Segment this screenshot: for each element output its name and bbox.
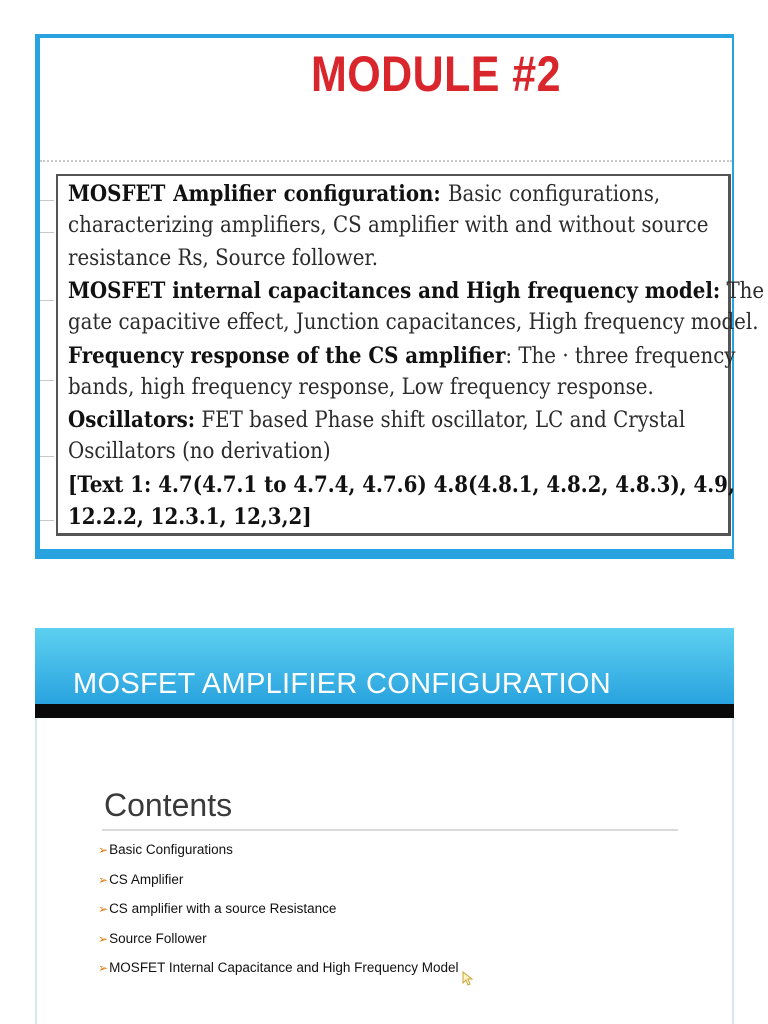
syllabus-box (56, 174, 765, 536)
syllabus-bold-text: 12.2.2, 12.3.1, 12,3,2] (68, 504, 312, 530)
syllabus-bold-text: Frequency response of the CS amplifier (68, 342, 506, 369)
syllabus-bold-text: [Text 1: 4.7(4.7.1 to 4.7.4, 4.7.6) 4.8(4.8.1, 4.8.2, 4.8.3), 4.9, (68, 471, 735, 498)
side-tick (40, 520, 54, 521)
syllabus-line (68, 340, 736, 373)
syllabus-line (68, 275, 765, 308)
syllabus-bold-text: MOSFET Amplifier configuration: (68, 181, 441, 207)
syllabus-text: characterizing amplifiers, CS amplifier with and without source (68, 213, 709, 239)
contents-heading: Contents (104, 787, 233, 823)
mouse-pointer-icon (462, 971, 474, 987)
module-slide (35, 34, 765, 559)
syllabus-line (68, 307, 759, 339)
syllabus-line (68, 178, 660, 211)
syllabus-line (68, 469, 735, 501)
arrow-bullet-icon: ➢ (98, 961, 109, 975)
slide-header (35, 628, 734, 704)
contents-item-label: CS amplifier with a source Resistance (109, 901, 337, 916)
arrow-bullet-icon: ➢ (98, 902, 109, 916)
syllabus-text: : The · three frequency (505, 343, 736, 369)
dotted-divider (40, 160, 732, 162)
contents-list-item (98, 841, 233, 859)
side-tick (40, 456, 54, 457)
syllabus-line (68, 501, 660, 533)
syllabus-bold-text: Oscillators: (68, 407, 196, 434)
contents-item-label: MOSFET Internal Capacitance and High Frequency Model (109, 960, 459, 975)
syllabus-text: FET based Phase shift oscillator, LC and Crystal (195, 408, 686, 434)
side-tick (40, 232, 54, 233)
syllabus-bold-text: MOSFET internal capacitances and High frequency model: (68, 277, 721, 304)
syllabus-text: Basic configurations, (440, 182, 661, 207)
syllabus-text: resistance Rs, Source follower. (68, 245, 378, 271)
side-tick (40, 380, 54, 381)
contents-list-item (98, 871, 183, 889)
contents-item-label: Source Follower (109, 930, 207, 946)
syllabus-text: The (720, 278, 765, 304)
contents-list-item (98, 900, 336, 918)
header-black-bar (35, 704, 734, 718)
contents-item-label: Basic Configurations (109, 842, 233, 857)
arrow-bullet-icon: ➢ (98, 843, 109, 857)
arrow-bullet-icon: ➢ (98, 872, 109, 887)
syllabus-line (68, 210, 709, 242)
contents-item-label: CS Amplifier (109, 871, 184, 887)
slide-title: MOSFET AMPLIFIER CONFIGURATION (73, 668, 612, 700)
module-title: MODULE #2 (311, 46, 561, 102)
contents-list-item (98, 930, 207, 948)
syllabus-line (68, 404, 686, 437)
slide-right-border (732, 718, 734, 1024)
syllabus-text: bands, high frequency response, Low frequency response. (68, 374, 654, 400)
module-slide-body (40, 38, 765, 549)
syllabus-line (68, 436, 660, 468)
contents-list-item (98, 959, 459, 977)
contents-slide (35, 628, 734, 1024)
syllabus-text: Oscillators (no derivation) (68, 439, 331, 465)
syllabus-text: gate capacitive effect, Junction capacitances, High frequency model. (68, 310, 759, 336)
side-tick (40, 300, 54, 301)
slide-left-border (35, 718, 37, 1024)
contents-underline (102, 829, 678, 831)
arrow-bullet-icon: ➢ (98, 931, 109, 946)
side-tick (40, 200, 54, 201)
syllabus-line (68, 372, 660, 404)
syllabus-line (68, 243, 660, 275)
